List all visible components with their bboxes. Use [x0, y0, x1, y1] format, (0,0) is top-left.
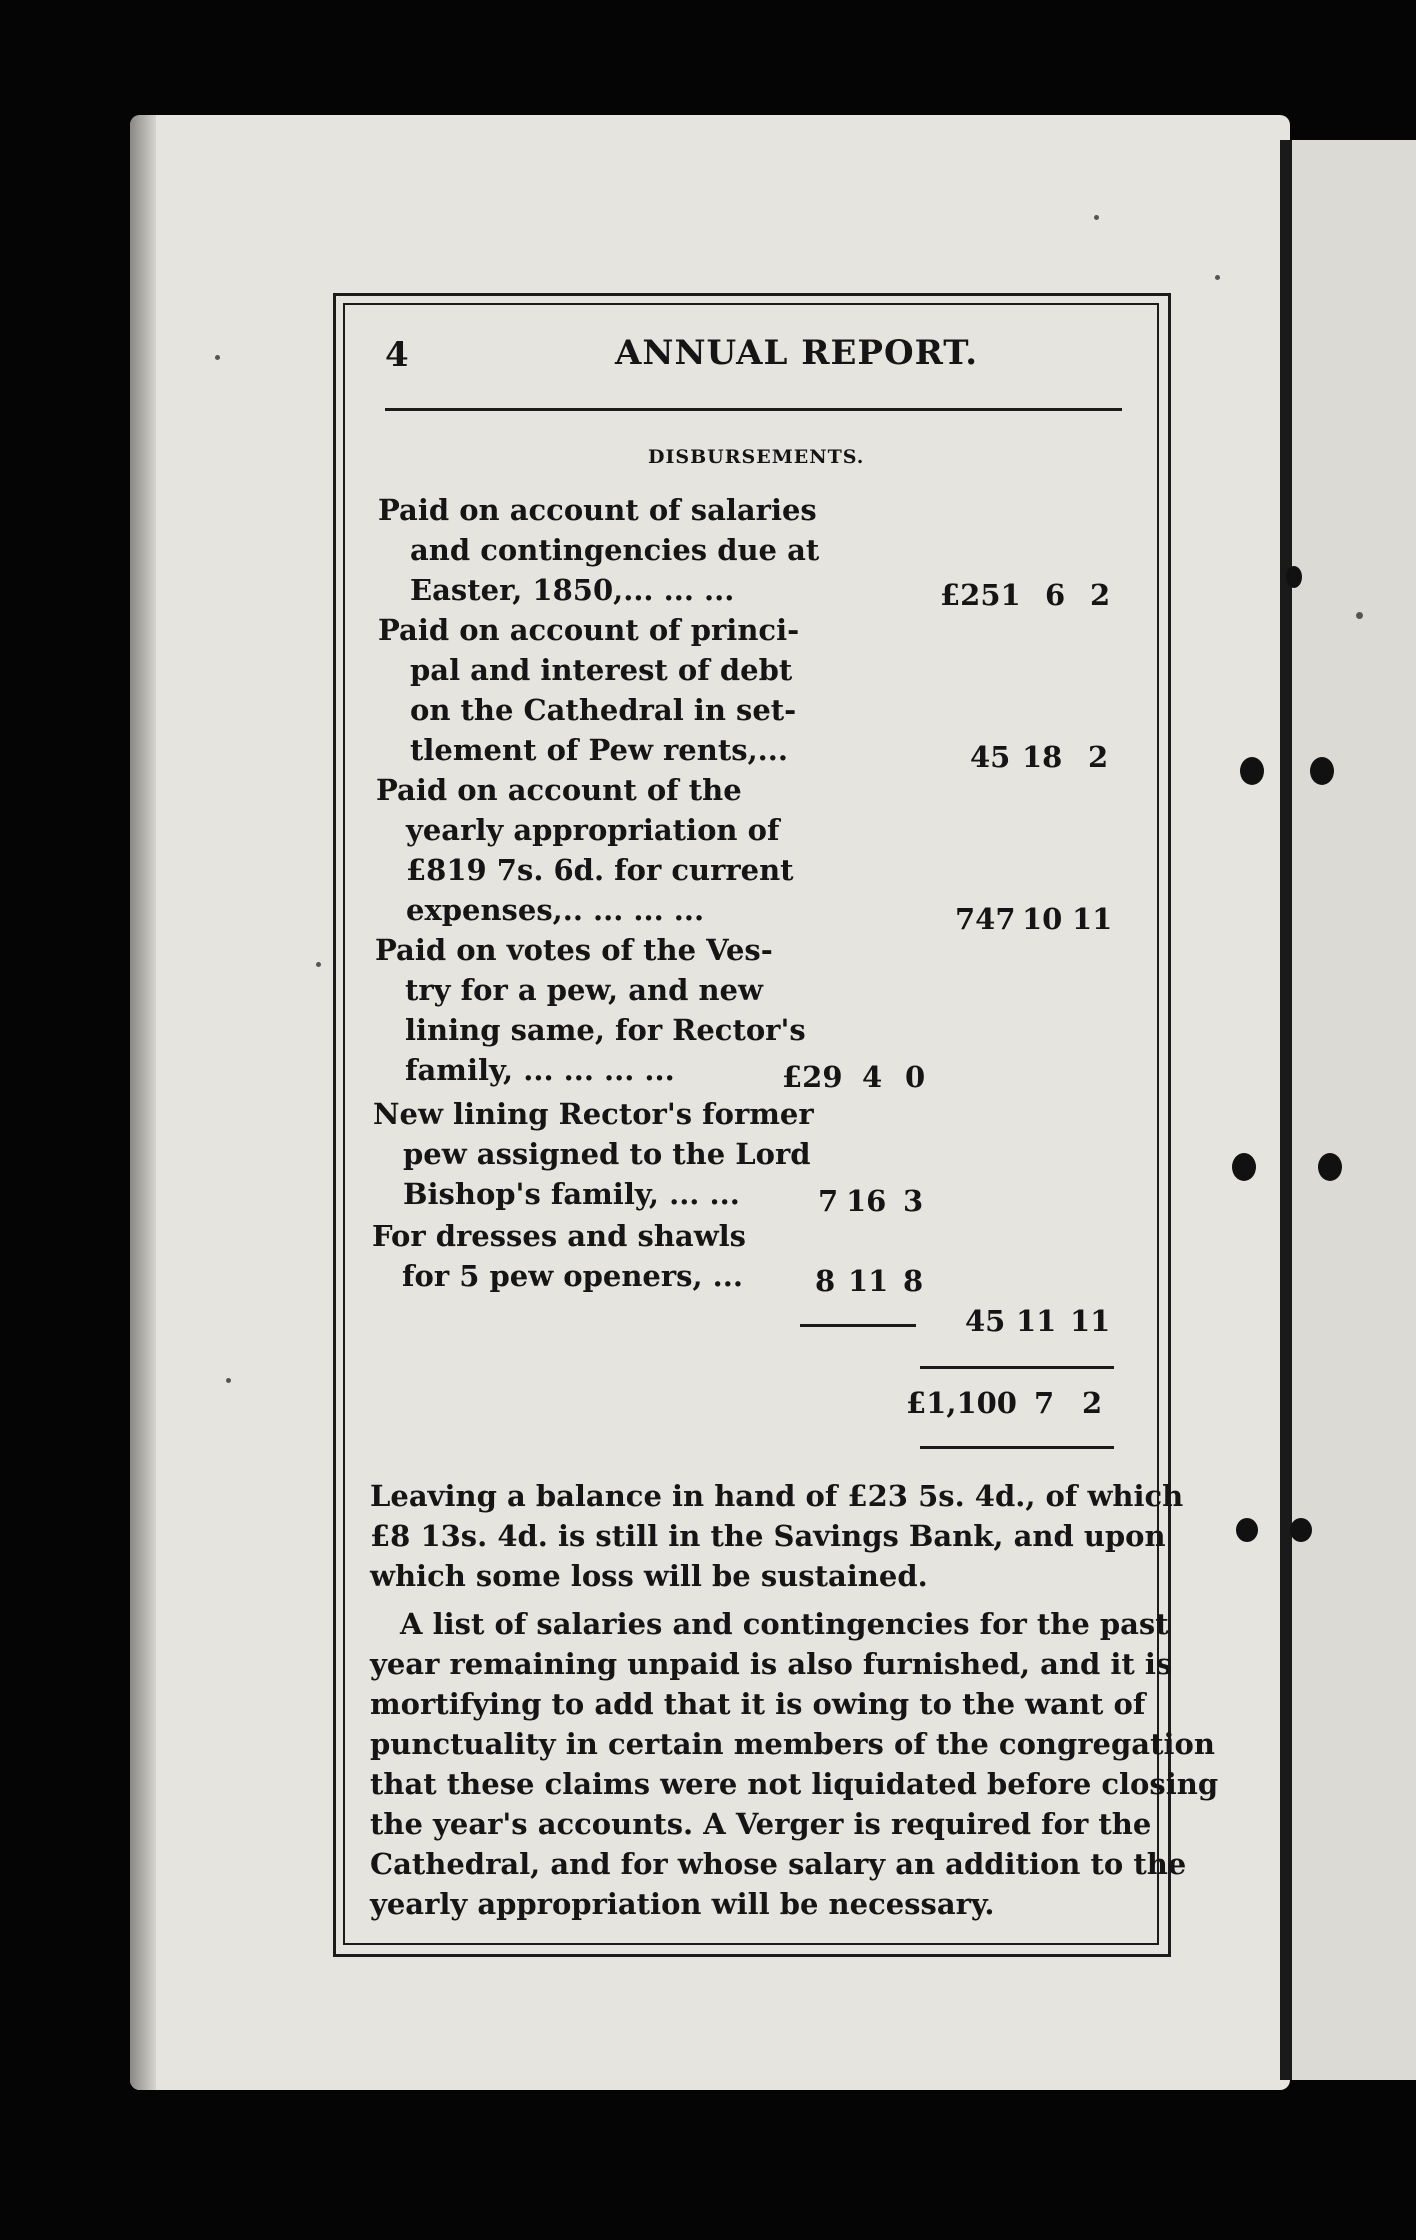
item-line: tlement of Pew rents,...: [410, 733, 788, 767]
sub-amount-pence: 8: [903, 1264, 924, 1298]
total-rule-bottom: [920, 1446, 1114, 1449]
paragraph-line: the year's accounts. A Verger is required for the: [370, 1807, 1152, 1841]
item-line: Bishop's family, ... ...: [403, 1177, 740, 1211]
item-line: on the Cathedral in set-: [410, 693, 797, 727]
subtotal-pence: 11: [1070, 1304, 1111, 1338]
item-line: Paid on account of salaries: [378, 493, 817, 527]
header-rule: [385, 408, 1122, 411]
item-line: yearly appropriation of: [406, 813, 780, 847]
amount-shillings: 6: [1045, 578, 1066, 612]
ink-blot: [1232, 1153, 1256, 1181]
sub-amount-pence: 0: [905, 1060, 926, 1094]
paragraph-line: A list of salaries and contingencies for the past: [400, 1607, 1169, 1641]
item-line: New lining Rector's former: [373, 1097, 814, 1131]
total-pounds: £1,100: [906, 1386, 1017, 1420]
paper-speck: [1215, 275, 1220, 280]
total-pence: 2: [1082, 1386, 1103, 1420]
ink-blot: [1286, 566, 1302, 588]
paragraph-line: £8 13s. 4d. is still in the Savings Bank, and upon: [370, 1519, 1166, 1553]
subtotal-pounds: 45: [965, 1304, 1006, 1338]
amount-shillings: 10: [1022, 902, 1063, 936]
amount-pounds: 747: [955, 902, 1016, 936]
sub-amount-pence: 3: [903, 1184, 924, 1218]
amount-pence: 11: [1072, 902, 1113, 936]
item-line: Paid on account of the: [376, 773, 742, 807]
amount-pounds: £251: [940, 578, 1021, 612]
item-line: pal and interest of debt: [410, 653, 793, 687]
item-line: Paid on votes of the Ves-: [375, 933, 773, 967]
total-shillings: 7: [1034, 1386, 1055, 1420]
amount-shillings: 18: [1022, 740, 1063, 774]
page-number: 4: [385, 335, 409, 375]
paper-speck: [316, 962, 321, 967]
adjacent-page: [1292, 140, 1416, 2080]
paragraph-line: year remaining unpaid is also furnished, and it is: [370, 1647, 1173, 1681]
item-line: Easter, 1850,... ... ...: [410, 573, 735, 607]
total-rule-top: [920, 1366, 1114, 1369]
amount-pence: 2: [1090, 578, 1111, 612]
item-line: for 5 pew openers, ...: [402, 1259, 743, 1293]
ink-blot: [1236, 1518, 1258, 1542]
paragraph-line: that these claims were not liquidated before closing: [370, 1767, 1219, 1801]
sub-amount-shillings: 4: [862, 1060, 883, 1094]
sub-amount-pounds: 8: [815, 1264, 836, 1298]
amount-pounds: 45: [970, 740, 1011, 774]
paper-speck: [226, 1378, 231, 1383]
ink-blot: [1240, 757, 1264, 785]
ink-blot: [1318, 1153, 1342, 1181]
ink-blot: [1290, 1518, 1312, 1542]
sub-amount-pounds: £29: [782, 1060, 843, 1094]
item-line: £819 7s. 6d. for current: [406, 853, 794, 887]
paragraph-line: punctuality in certain members of the congregation: [370, 1727, 1215, 1761]
paragraph-line: Cathedral, and for whose salary an addition to the: [370, 1847, 1187, 1881]
paragraph-line: mortifying to add that it is owing to the want of: [370, 1687, 1146, 1721]
sub-amount-shillings: 16: [846, 1184, 887, 1218]
item-line: lining same, for Rector's: [405, 1013, 806, 1047]
item-line: pew assigned to the Lord: [403, 1137, 811, 1171]
paragraph-line: which some loss will be sustained.: [370, 1559, 928, 1593]
paper-speck: [1356, 612, 1363, 619]
sub-column-rule: [800, 1324, 916, 1327]
page-gutter-shadow: [130, 115, 156, 2090]
item-line: try for a pew, and new: [405, 973, 763, 1007]
paragraph-line: Leaving a balance in hand of £23 5s. 4d., of which: [370, 1479, 1184, 1513]
paragraph-line: yearly appropriation will be necessary.: [370, 1887, 995, 1921]
sub-amount-shillings: 11: [848, 1264, 889, 1298]
item-line: and contingencies due at: [410, 533, 820, 567]
paper-speck: [215, 355, 220, 360]
section-title: DISBURSEMENTS.: [648, 446, 865, 468]
amount-pence: 2: [1088, 740, 1109, 774]
item-line: expenses,.. ... ... ...: [406, 893, 705, 927]
subtotal-shillings: 11: [1016, 1304, 1057, 1338]
item-line: For dresses and shawls: [372, 1219, 747, 1253]
paper-speck: [1094, 215, 1099, 220]
item-line: Paid on account of princi-: [378, 613, 800, 647]
running-title: ANNUAL REPORT.: [615, 333, 979, 373]
sub-amount-pounds: 7: [818, 1184, 839, 1218]
item-line: family, ... ... ... ...: [405, 1053, 675, 1087]
ink-blot: [1310, 757, 1334, 785]
